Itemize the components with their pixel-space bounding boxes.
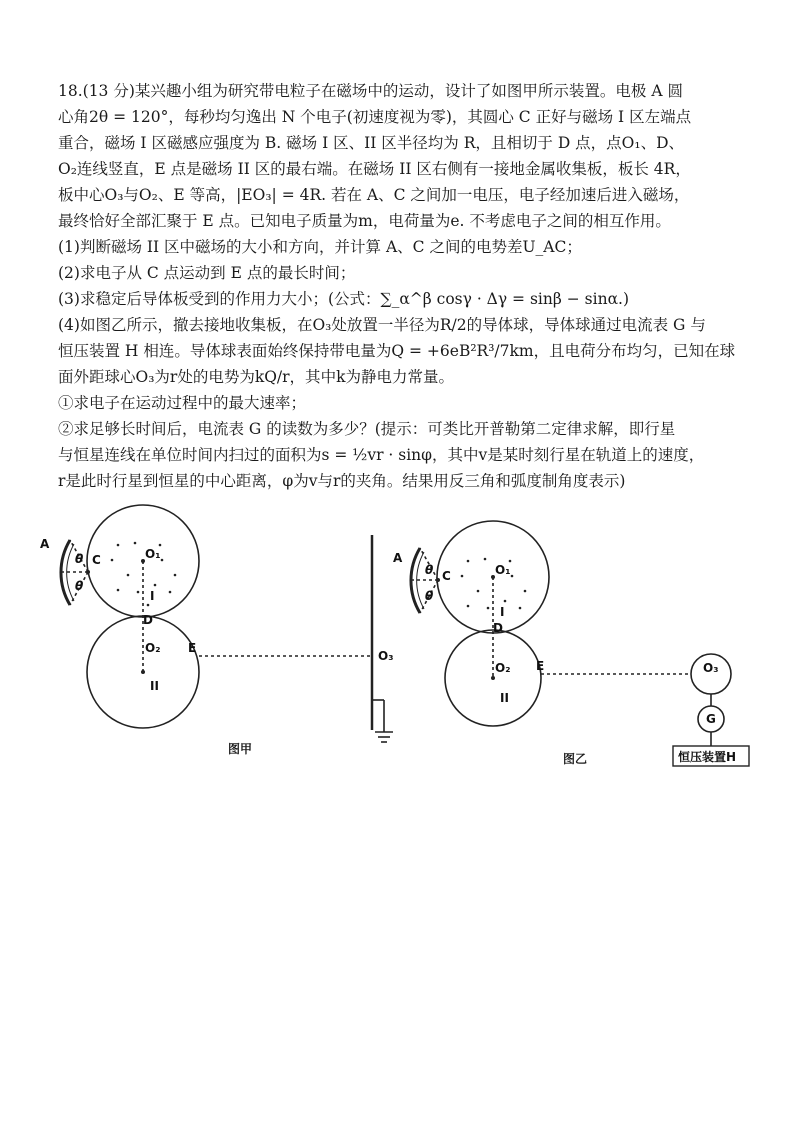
question-4-2: ②求足够长时间后，电流表 G 的读数为多少？(提示：可类比开普勒第二定律求解，即行星: [58, 420, 676, 438]
label-region-1: I: [150, 589, 155, 603]
region-1-circle: [87, 505, 199, 617]
label-a: A: [40, 537, 50, 551]
region-1-circle: [437, 521, 549, 633]
label-o1: O₁: [145, 547, 161, 561]
problem-text: [58, 78, 758, 494]
label-e: E: [536, 659, 545, 673]
question-4: (4)如图乙所示，撤去接地收集板，在O₃处放置一半径为R/2的导体球，导体球通过电流表 G 与: [58, 316, 706, 334]
problem-line: 心角2θ = 120°，每秒均匀逸出 N 个电子(初速度视为零)，其圆心 C 正好与磁场 I 区左端点: [58, 108, 692, 126]
label-o3: O₃: [378, 649, 394, 663]
field-dots: [461, 558, 527, 610]
question-3: (3)求稳定后导体板受到的作用力大小；(公式：∑_α^β cosγ · Δγ = sinβ − sinα.): [58, 290, 630, 308]
problem-line: 重合，磁场 I 区磁感应强度为 B. 磁场 I 区、II 区半径均为 R，且相切于 D 点，点O₁、D、: [58, 134, 685, 152]
label-c: C: [92, 553, 101, 567]
label-d: D: [143, 613, 153, 627]
question-2: (2)求电子从 C 点运动到 E 点的最长时间；: [58, 264, 356, 282]
ray-bottom: [70, 572, 88, 605]
caption-yi: 图乙: [563, 752, 588, 766]
label-o2: O₂: [495, 661, 511, 675]
region-2-circle: [445, 630, 541, 726]
region-2-circle: [87, 616, 199, 728]
conductor-sphere: [691, 654, 731, 694]
label-a: A: [393, 551, 403, 565]
caption-jia: 图甲: [228, 742, 253, 756]
problem-line: r是此时行星到恒星的中心距离，φ为v与r的夹角。结果用反三角和弧度制角度表示): [58, 472, 626, 490]
electrode-a-arc-inner: [67, 544, 74, 601]
label-theta-top: θ: [425, 563, 434, 577]
label-d: D: [493, 621, 503, 635]
label-e: E: [188, 641, 197, 655]
label-region-1: I: [500, 605, 505, 619]
label-theta-bottom: θ: [425, 589, 434, 603]
problem-line: 与恒星连线在单位时间内扫过的面积为s = ½vr · sinφ，其中v是某时刻行星在轨道上的速度，: [58, 446, 705, 464]
field-dots: [111, 542, 177, 607]
label-region-2: II: [150, 679, 159, 693]
ammeter-g: [698, 706, 724, 732]
question-1: (1)判断磁场 II 区中磁场的大小和方向，并计算 A、C 之间的电势差U_AC；: [58, 238, 582, 256]
question-4-1: ①求电子在运动过程中的最大速率；: [58, 394, 307, 412]
electrode-a-arc: [411, 548, 420, 613]
label-o3: O₃: [703, 661, 719, 675]
problem-line: 恒压装置 H 相连。导体球表面始终保持带电量为Q = +6eB²R³/7km，且电荷分布均匀，已知在球: [58, 342, 736, 360]
device-label: 恒压装置H: [678, 750, 737, 764]
label-g: G: [706, 712, 716, 726]
problem-line: 面外距球心O₃为r处的电势为kQ/r，其中k为静电力常量。: [58, 368, 454, 386]
problem-line: O₂连线竖直，E 点是磁场 II 区的最右端。在磁场 II 区右侧有一接地金属收集板，板长 4R，: [58, 160, 691, 178]
problem-line: 18.(13 分)某兴趣小组为研究带电粒子在磁场中的运动，设计了如图甲所示装置。电极 A 圆: [58, 82, 683, 100]
problem-line: 最终恰好全部汇聚于 E 点。已知电子质量为m，电荷量为e. 不考虑电子之间的相互作用。: [58, 212, 671, 230]
label-o1: O₁: [495, 563, 511, 577]
ray-top: [70, 540, 88, 572]
problem-line: 板中心O₃与O₂、E 等高，|EO₃| = 4R. 若在 A、C 之间加一电压，电子经加速后进入磁场，: [58, 186, 690, 204]
label-theta-bottom: θ: [75, 579, 84, 593]
label-c: C: [442, 569, 451, 583]
label-region-2: II: [500, 691, 509, 705]
label-theta-top: θ: [75, 552, 84, 566]
electrode-a-arc: [61, 540, 70, 605]
constant-voltage-device: [673, 746, 749, 766]
label-o2: O₂: [145, 641, 161, 655]
